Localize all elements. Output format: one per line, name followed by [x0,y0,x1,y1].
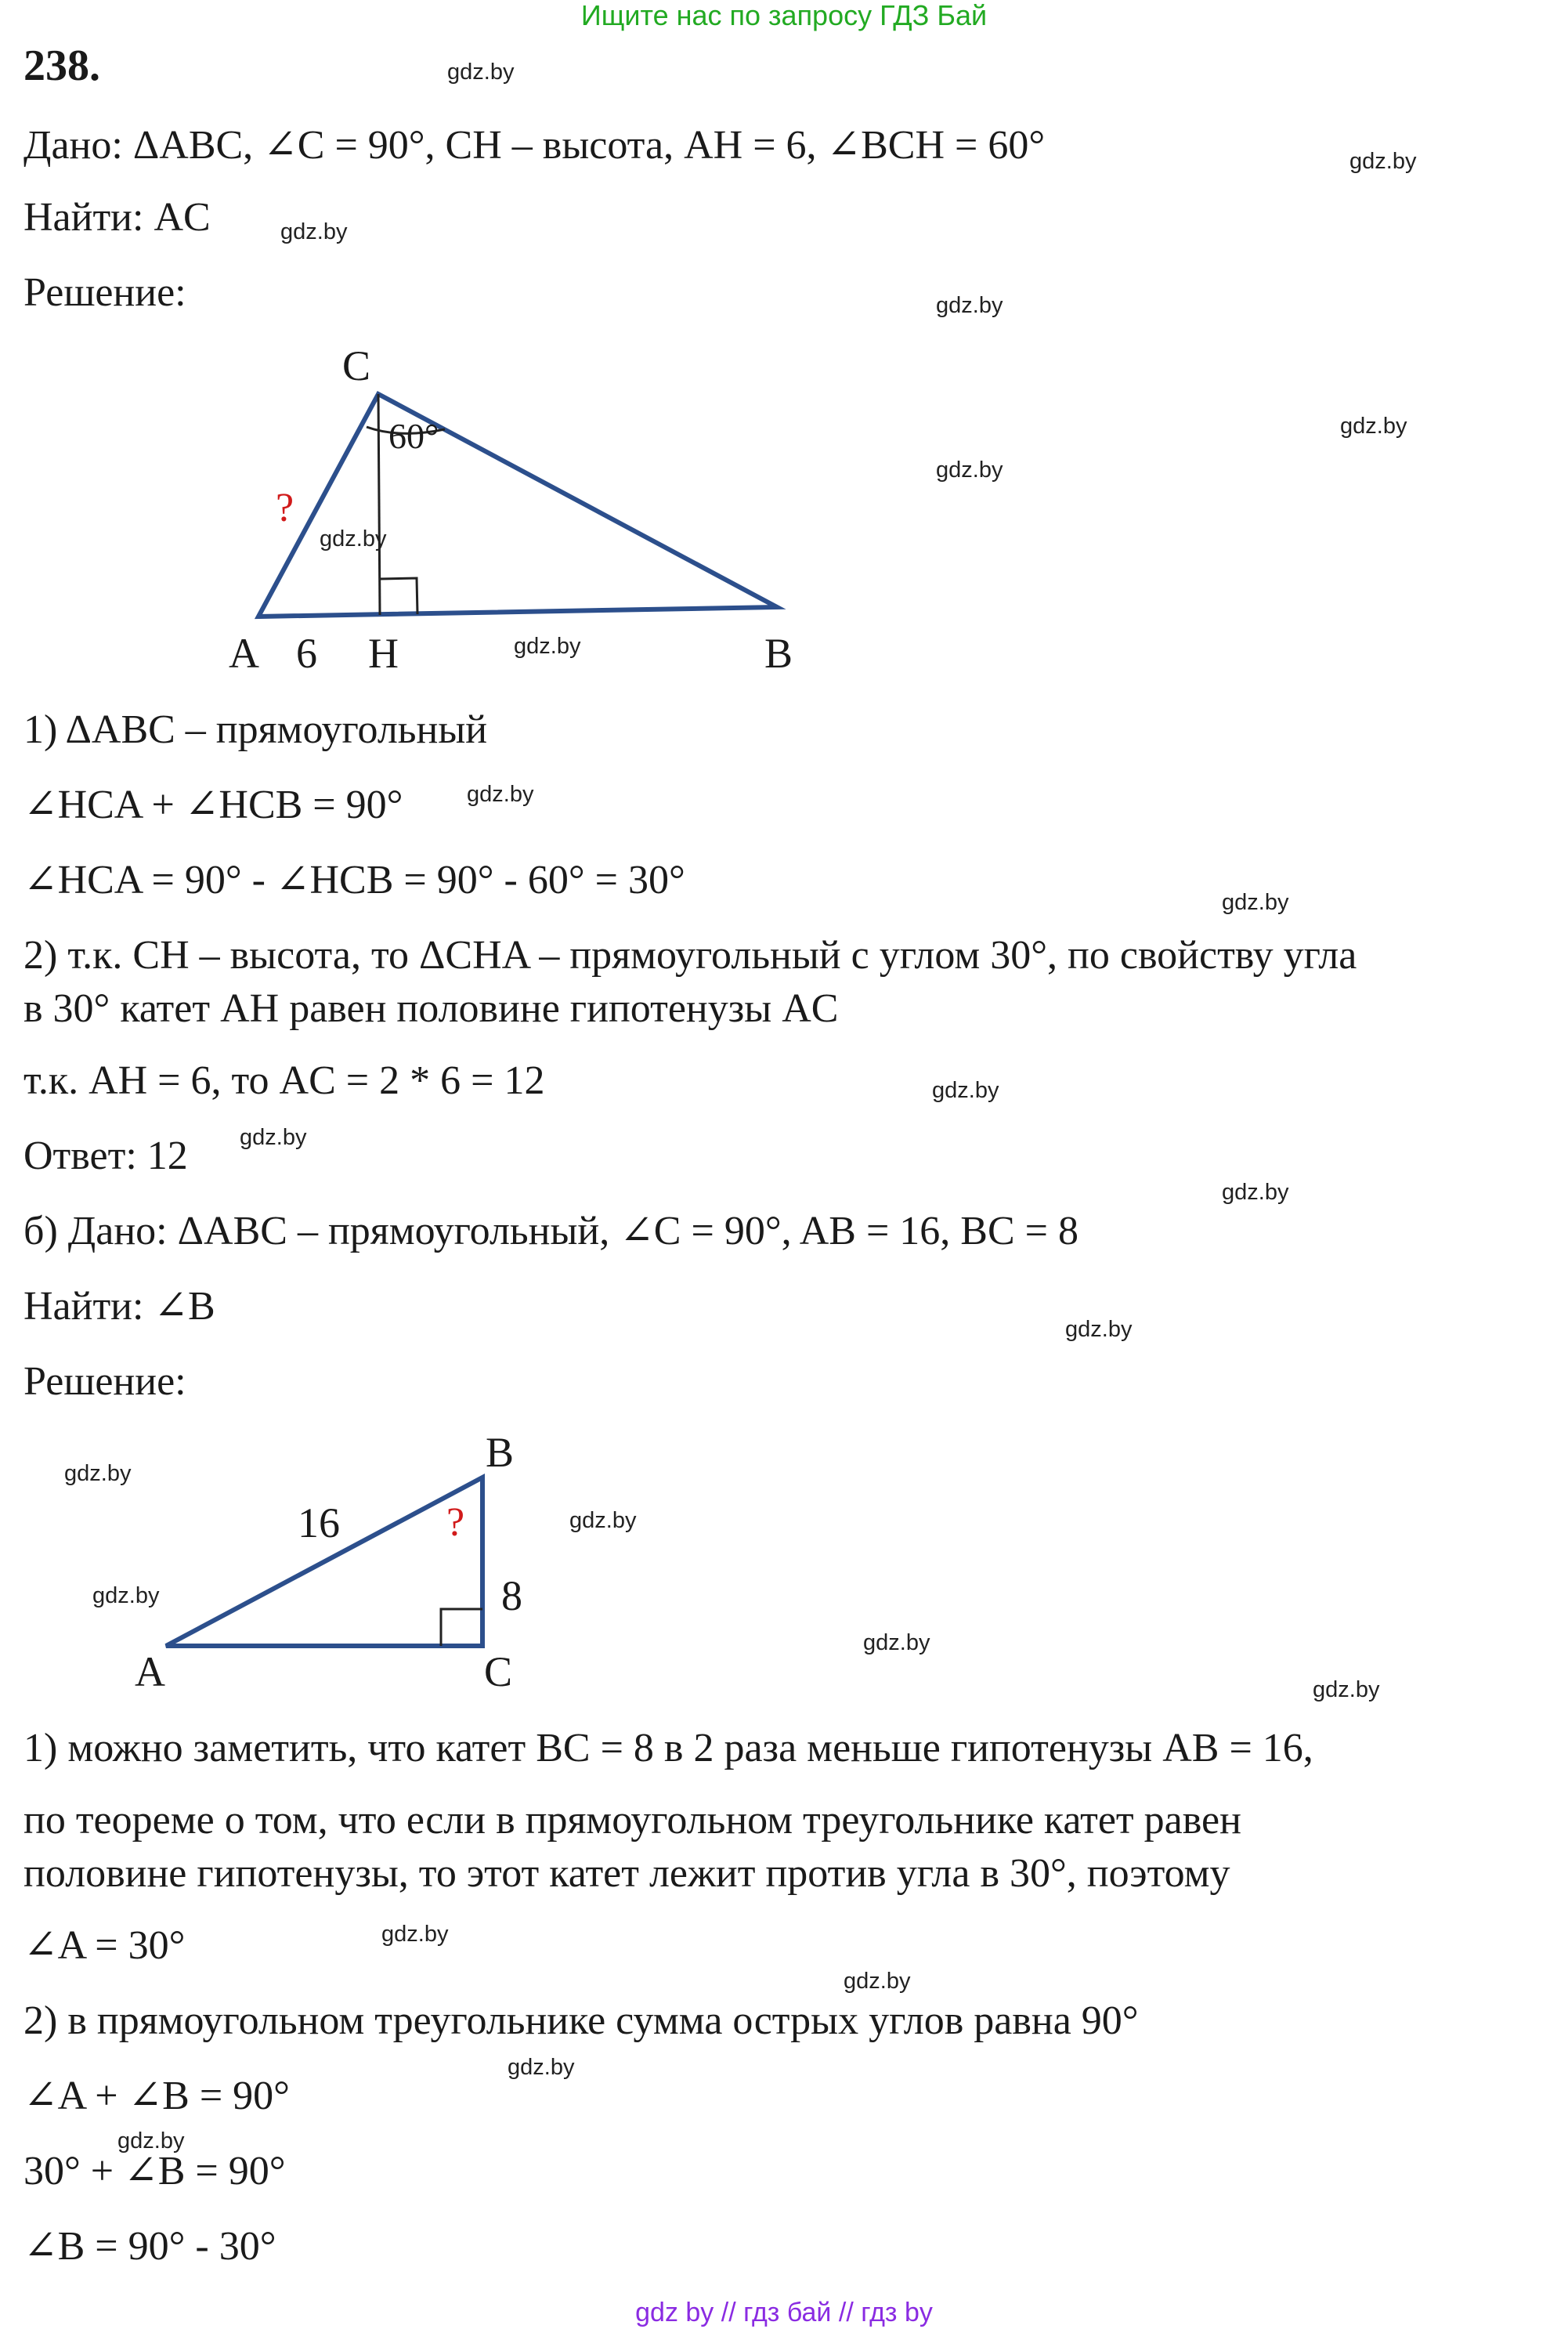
watermark: gdz.by [936,293,1003,318]
unknown-ac-mark: ? [276,486,294,530]
watermark: gdz.by [240,1125,307,1150]
step-a-5: в 30° катет AH равен половине гипотенузы AC [23,986,839,1031]
watermark: gdz.by [863,1630,930,1655]
solution-label-a: Решение: [23,270,186,315]
watermark: gdz.by [1222,890,1289,915]
given-a: Дано: ΔABC, ∠C = 90°, CH – высота, AH = 6, ∠BCH = 60° [23,123,1046,168]
step-b-7: 30° + ∠B = 90° [23,2149,286,2193]
side-label-bc: 8 [501,1572,522,1619]
step-a-1: 1) ΔABC – прямоугольный [23,707,488,752]
watermark: gdz.by [447,60,515,85]
find-b: Найти: ∠B [23,1284,215,1329]
step-a-6: т.к. AH = 6, то AC = 2 * 6 = 12 [23,1058,545,1103]
vertex-label-b: B [764,630,793,677]
step-b-5: 2) в прямоугольном треугольнике сумма острых углов равна 90° [23,1998,1139,2043]
watermark: gdz.by [1349,149,1417,174]
side-label-ab: 16 [298,1499,340,1546]
unknown-angle-b-mark: ? [446,1500,465,1545]
triangle-abc-a [258,394,777,617]
watermark: gdz.by [508,2055,575,2080]
step-b-4: ∠A = 30° [23,1923,186,1968]
triangle-figure-a [0,0,1568,705]
watermark: gdz.by [932,1078,999,1103]
watermark: gdz.by [320,526,387,552]
altitude-ch [378,394,380,615]
watermark: gdz.by [514,634,581,659]
watermark: gdz.by [280,219,348,244]
step-b-6: ∠A + ∠B = 90° [23,2074,290,2118]
step-b-8: ∠B = 90° - 30° [23,2224,276,2269]
step-a-3: ∠HCA = 90° - ∠HCB = 90° - 60° = 30° [23,858,685,902]
step-a-2: ∠HCA + ∠HCB = 90° [23,783,403,827]
step-b-3: половине гипотенузы, то этот катет лежит против угла в 30°, поэтому [23,1851,1230,1896]
angle-label-60: 60° [388,416,439,456]
watermark: gdz.by [569,1508,637,1533]
step-a-4: 2) т.к. CH – высота, то ΔCHA – прямоугольный с углом 30°, по свойству угла [23,933,1357,978]
right-angle-mark-c [441,1609,482,1646]
find-a: Найти: AC [23,195,211,240]
watermark: gdz.by [1065,1317,1133,1342]
segment-label-ah: 6 [296,630,317,677]
footer-links[interactable]: gdz by // гдз бай // гдз by [635,2298,933,2327]
watermark: gdz.by [1222,1180,1289,1205]
watermark: gdz.by [64,1461,132,1486]
vertex-label-a: A [229,630,259,677]
watermark: gdz.by [92,1583,160,1608]
vertex-label-a-2: A [135,1648,165,1695]
watermark: gdz.by [936,457,1003,483]
watermark: gdz.by [117,2128,185,2154]
given-b: б) Дано: ΔABC – прямоугольный, ∠C = 90°, AB = 16, BC = 8 [23,1209,1078,1253]
site-banner[interactable]: Ищите нас по запросу ГДЗ Бай [580,0,988,31]
watermark: gdz.by [844,1969,911,1994]
watermark: gdz.by [467,782,534,807]
solution-label-b: Решение: [23,1359,186,1404]
vertex-label-c: C [342,342,371,389]
step-b-1: 1) можно заметить, что катет BC = 8 в 2 раза меньше гипотенузы AB = 16, [23,1726,1313,1770]
watermark: gdz.by [1340,414,1407,439]
answer-a: Ответ: 12 [23,1134,188,1178]
step-b-2: по теореме о том, что если в прямоугольном треугольнике катет равен [23,1798,1241,1843]
vertex-label-b-2: B [486,1429,515,1476]
watermark: gdz.by [381,1922,449,1947]
problem-number: 238. [23,42,100,90]
vertex-label-h: H [368,630,399,677]
vertex-label-c-2: C [484,1648,513,1695]
right-angle-mark-h [380,578,417,614]
watermark: gdz.by [1313,1677,1380,1702]
